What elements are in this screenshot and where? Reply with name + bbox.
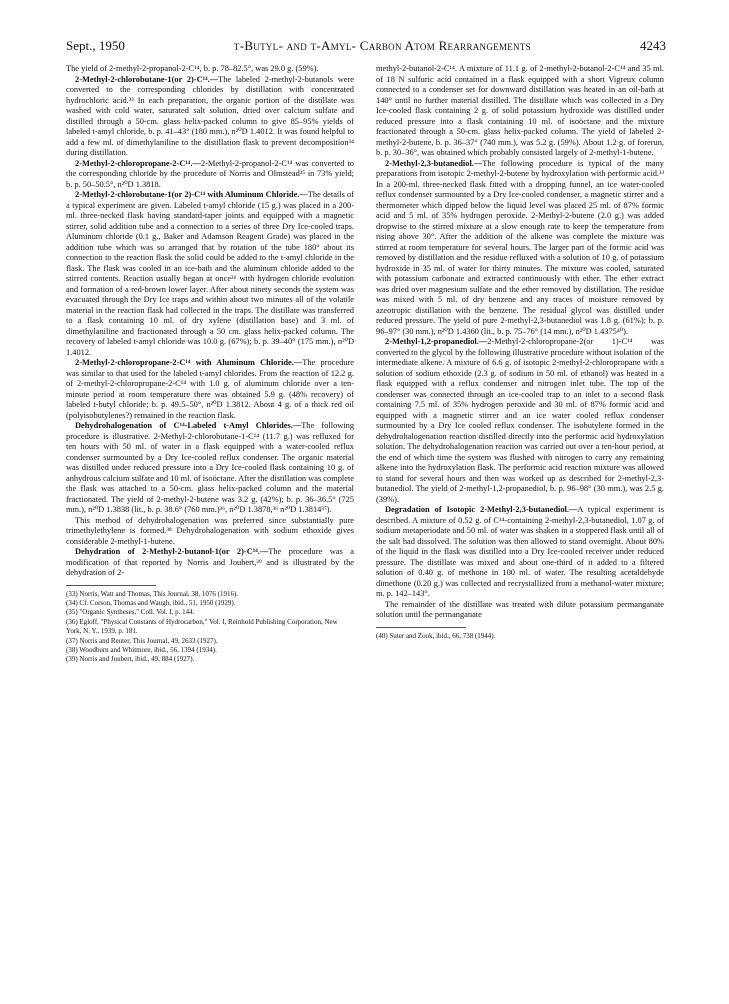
paragraph-text: The remainder of the distillate was treated with dilute potassium permanganate solution until the permanganate [376,599,664,619]
section-heading: 2-Methyl-1,2-propanediol.— [385,337,488,346]
paragraph-text: The details of a typical experiment are given. Labeled t-amyl chloride (15 g.) was placed in a 200-ml. three-necked flask having standard-taper joints and equipped with a magnetic stirrer, solid addition tube and a connection to a series of three Dry Ice-cooled traps. Aluminum chloride (0.1 g., Baker and Adamson Reagent Grade) was placed in the addition tube which was so arranged that by rotation of the tube 180° about its connection to the reaction flask the solid could be added to the t-amyl chloride in the flask. The flask was cooled in an ice-bath and the aluminum chloride added to the stirred contents. Reaction usually began at once³⁶ with hydrogen chloride evolution and formation of a red-brown lower layer. After about ninety seconds the system was evacuated through the Dry Ice traps and within about two minutes all of the volatile material in the reaction flask had collected in the traps. The distillate was transferred to a flask containing 10 ml. of dry xylene (distillation base) and 3 ml. of dimethylaniline and fractionated through a 50 cm. glass helix-packed column. The recovery of labeled t-amyl chloride was 10.0 g. (67%); b. p. 39–40° (175 mm.), n²⁰D 1.4012. [66,190,354,357]
footnote: (37) Norris and Reuter, This Journal, 49, 2633 (1927). [66,636,218,645]
header-title: t-Butyl- and t-Amyl- Carbon Atom Rearrangements [233,38,531,53]
section-heading: Dehydrohalogenation of C¹⁴-Labeled t-Amyl Chlorides.— [75,421,302,430]
paragraph [66,516,354,548]
footnote: (38) Woodburn and Whitmore, ibid., 56, 1394 (1934). [66,645,217,654]
footnotes [376,632,664,641]
paragraph-text: The procedure was a modification of that reported by Norris and Joubert,³⁹ and is illustrated by the dehydration of 2- [66,547,354,577]
footnote: (35) "Organic Syntheses," Coll. Vol. I, p. 144. [66,608,195,617]
footnote: (36) Egloff, "Physical Constants of Hydrocarbon," Vol. I, Reinhold Publishing Corporation, New York, N. Y., 1939, p. 181. [66,617,338,636]
footnote-divider [376,627,466,628]
paragraph-text: 2-Methyl-2-propanol-2-C¹⁴ was converted to the corresponding chloride by the procedure of Norris and Olmstead³⁵ in 73% yield; b. p. 50–50.5°, n²⁰D 1.3818. [66,158,354,189]
footnote: (40) Suter and Zook, ibid., 66, 738 (1944). [376,631,496,640]
footnote-divider [66,585,156,586]
paragraph-text: The yield of 2-methyl-2-propanol-2-C¹⁴, b. p. 78–82.5°, was 29.0 g. (59%). [66,64,319,73]
paragraph-text: This method of dehydrohalogenation was preferred since substantially pure trimethylethylene is formed.³⁸ Dehydrohalogenation with sodium ethoxide gives considerable 2-methyl-1-butene. [66,515,354,546]
running-header [66,38,666,54]
paragraph [376,505,664,600]
section-heading: 2-Methyl-2-chlorobutane-1(or 2)-C¹⁴.— [75,74,219,84]
header-page-number: 4243 [639,38,666,53]
header-date: Sept., 1950 [66,38,125,53]
section-heading: Dehydration of 2-Methyl-2-butanol-1(or 2)-C¹⁴.— [75,547,269,556]
left-column [66,64,354,904]
paragraph [376,64,664,159]
paragraph [66,75,354,159]
paragraph-text: The labeled 2-methyl-2-butanols were converted to the corresponding chlorides by distillation with concentrated hydrochloric acid.³³ In each preparation, the organic portion of the distillate was washed with cold water, saturated salt solution, dried over calcium sulfate and distilled through a 50-cm. glass helix-packed column to give 85–95% yields of labeled t-amyl chloride, b. p. 41–43° (180 mm.), n²⁰D 1.4012. It was found helpful to add a few ml. of dimethylaniline to the distillation flask to prevent decomposition³⁴ during distillation. [66,74,354,157]
paragraph [376,337,664,505]
paragraph-text: The following procedure is illustrative. 2-Methyl-2-chlorobutane-1-C¹⁴ (11.7 g.) was refluxed for ten hours with 50 ml. of water in a flask equipped with a water-cooled reflux condenser surmounted by a Dry Ice-cooled reflux condenser. The organic material was distilled under reduced pressure into a Dry Ice-cooled flask containing 10 g. of anhydrous calcium sulfate and 10 ml. of isoöctane. After the distillation was complete the flask was attached to a 50-cm. glass helix-packed column and the material fractionated. The yield of 2-methyl-2-butene was 3.2 g. (42%); b. p. 36–36.5° (725 mm.), n²⁰D 1.3838 (lit., b. p. 38.6° (760 mm.)³⁶, n²⁰D 1.3878,³⁶ n²⁰D 1.3814³⁷). [66,421,354,514]
paragraph [66,358,354,421]
paragraph-text: methyl-2-butanol-2-C¹⁴. A mixture of 11.1 g. of 2-methyl-2-butanol-2-C¹⁴ and 35 ml. of 18 N sulfuric acid contained in a flask equipped with a short Vigreux column connected to a condenser set for downward distillation was heated in an oil-bath at 140° until no further material distilled. The distillate which was collected in a Dry Ice-cooled flask containing 2 g. of solid potassium hydroxide was distilled under reduced pressure into a flask containing 10 ml. of isoöctane and the mixture fractionated through a 50-cm. glass helix-packed column. The yield of labeled 2-methyl-2-butene, b. p. 36–37° (740 mm.), was 5.2 g. (59%). About 1.2 g. of forerun, b. p. 30–36°, was obtained which probably consisted largely of 2-methyl-1-butene. [376,64,664,157]
paragraph [66,421,354,516]
paragraph [376,600,664,621]
footnotes [66,590,354,665]
right-column [376,64,664,904]
section-heading: Degradation of Isotopic 2-Methyl-2,3-butanediol.— [385,505,578,514]
paragraph-text: The following procedure is typical of the many preparations from isotopic 2-methyl-2-butene by hydroxylation with performic acid.¹³ In a 200-ml. three-necked flask fitted with a dropping funnel, an ice water-cooled reflux condenser surmounted by a Dry Ice-cooled condenser, a magnetic stirrer and a thermometer which dipped below the liquid level was placed 25 ml. of 87% formic acid and 5 ml. of 35% hydrogen peroxide. 2-Methyl-2-butene (2.0 g.) was added dropwise to the stirred mixture at a slow enough rate to keep the temperature from rising above 30°. After the addition of the alkene was complete the mixture was stirred at room temperature for several hours. The larger part of the formic acid was removed by distillation and the residue refluxed with a solution of 10 g. of potassium hydroxide in 35 ml. of water for thirty minutes. The mixture was cooled, saturated with potassium carbonate and extracted continuously with ether. The ether extract was dried over magnesium sulfate and the ether removed by distillation. The residue was mixed with 5 ml. of dry benzene and any traces of moisture removed by azeotropic distillation with the benzene. The residual glycol was distilled under reduced pressure. The yield of pure 2-methyl-2,3-butanediol was 1.8 g. (61%); b. p. 96–97° (30 mm.), n²⁰D 1.4360 (lit., b. p. 75–76° (14 mm.), n²⁰D 1.4375⁴⁰). [376,158,664,336]
paragraph [66,190,354,358]
section-heading: 2-Methyl-2,3-butanediol.— [385,158,483,168]
section-heading: 2-Methyl-2-chloropropane-2-C¹⁴.— [75,158,201,168]
paragraph-text: A typical experiment is described. A mixture of 0.52 g. of C¹⁴-containing 2-methyl-2,3-butanediol, 1.07 g. of sodium metaperiodate and 50 ml. of water was shaken in a stoppered flask until all of the salt had dissolved. The solution was then allowed to stand overnight. About 80% of the liquid in the flask was distilled into a Dry Ice-cooled receiver under reduced pressure. The distillate was mixed and about one-third of it added to a filtered solution of 0.40 g. of methone in 100 ml. of water. The resulting acetaldehyde dimethone (0.20 g.) was collected and recrystallized from a methanol-water mixture; m. p. 142–143°. [376,505,664,598]
footnote: (39) Norris and Joubert, ibid., 49, 884 (1927). [66,655,195,664]
paragraph [66,159,354,191]
footnote: (34) Cf. Corson, Thomas and Waugh, ibid., 51, 1950 (1929). [66,598,236,607]
paragraph [66,547,354,579]
footnote: (33) Norris, Watt and Thomas, This Journal, 38, 1076 (1916). [66,589,239,598]
section-heading: 2-Methyl-2-chlorobutane-1(or 2)-C¹⁴ with Aluminum Chloride.— [75,190,308,199]
section-heading: 2-Methyl-2-chloropropane-2-C¹⁴ with Aluminum Chloride.— [75,358,303,367]
paragraph [376,159,664,338]
paragraph [66,64,354,75]
paragraph-text: 2-Methyl-2-chloropropane-2(or 1)-C¹⁴ was converted to the glycol by the following illustrative procedure without isolation of the intermediate alkene. A mixture of 6.6 g. of isotopic 2-methyl-2-chloropropane with a solution of sodium ethoxide (2.3 g. of sodium in 50 ml. of ethanol) was heated in a flask equipped with a reflux condenser and nitrogen inlet tube. The top of the condenser was connected through an ice-cooled trap to an inlet to a second flask containing 7.5 ml. of 35% hydrogen peroxide and 30 ml. of 87% formic acid and equipped with a magnetic stirrer and an ice water cooled reflux condenser surmounted by a Dry Ice cooled reflux condenser. The isobutylene formed in the dehydrohalogenation reaction distilled directly into the performic acid hydroxylation solution. The dehydrohalogenation reaction was carried out over a ten-hour period, at the end of which time the system was flushed with nitrogen to carry any remaining alkene into the hydroxylation flask. The performic acid reaction mixture was allowed to stand for several hours and then was worked up as described for 2-methyl-2,3-butanediol. The yield of 2-methyl-1,2-propanediol, b. p. 96–98° (30 mm.), was 2.5 g. (39%). [376,337,664,504]
paragraph-text: The procedure was similar to that used for the labeled t-amyl chlorides. From the reaction of 12.2 g. of 2-methyl-2-chloropropane-2-C¹⁴ with 1.0 g. of aluminum chloride over a ten-minute period at room temperature there was obtained 5.9 g. (48% recovery) of labeled t-butyl chloride; b. p. 49.5–50°, n²⁰D 1.3812. About 4 g. of a thick red oil (polyisobutylenes?) remained in the reaction flask. [66,358,354,420]
